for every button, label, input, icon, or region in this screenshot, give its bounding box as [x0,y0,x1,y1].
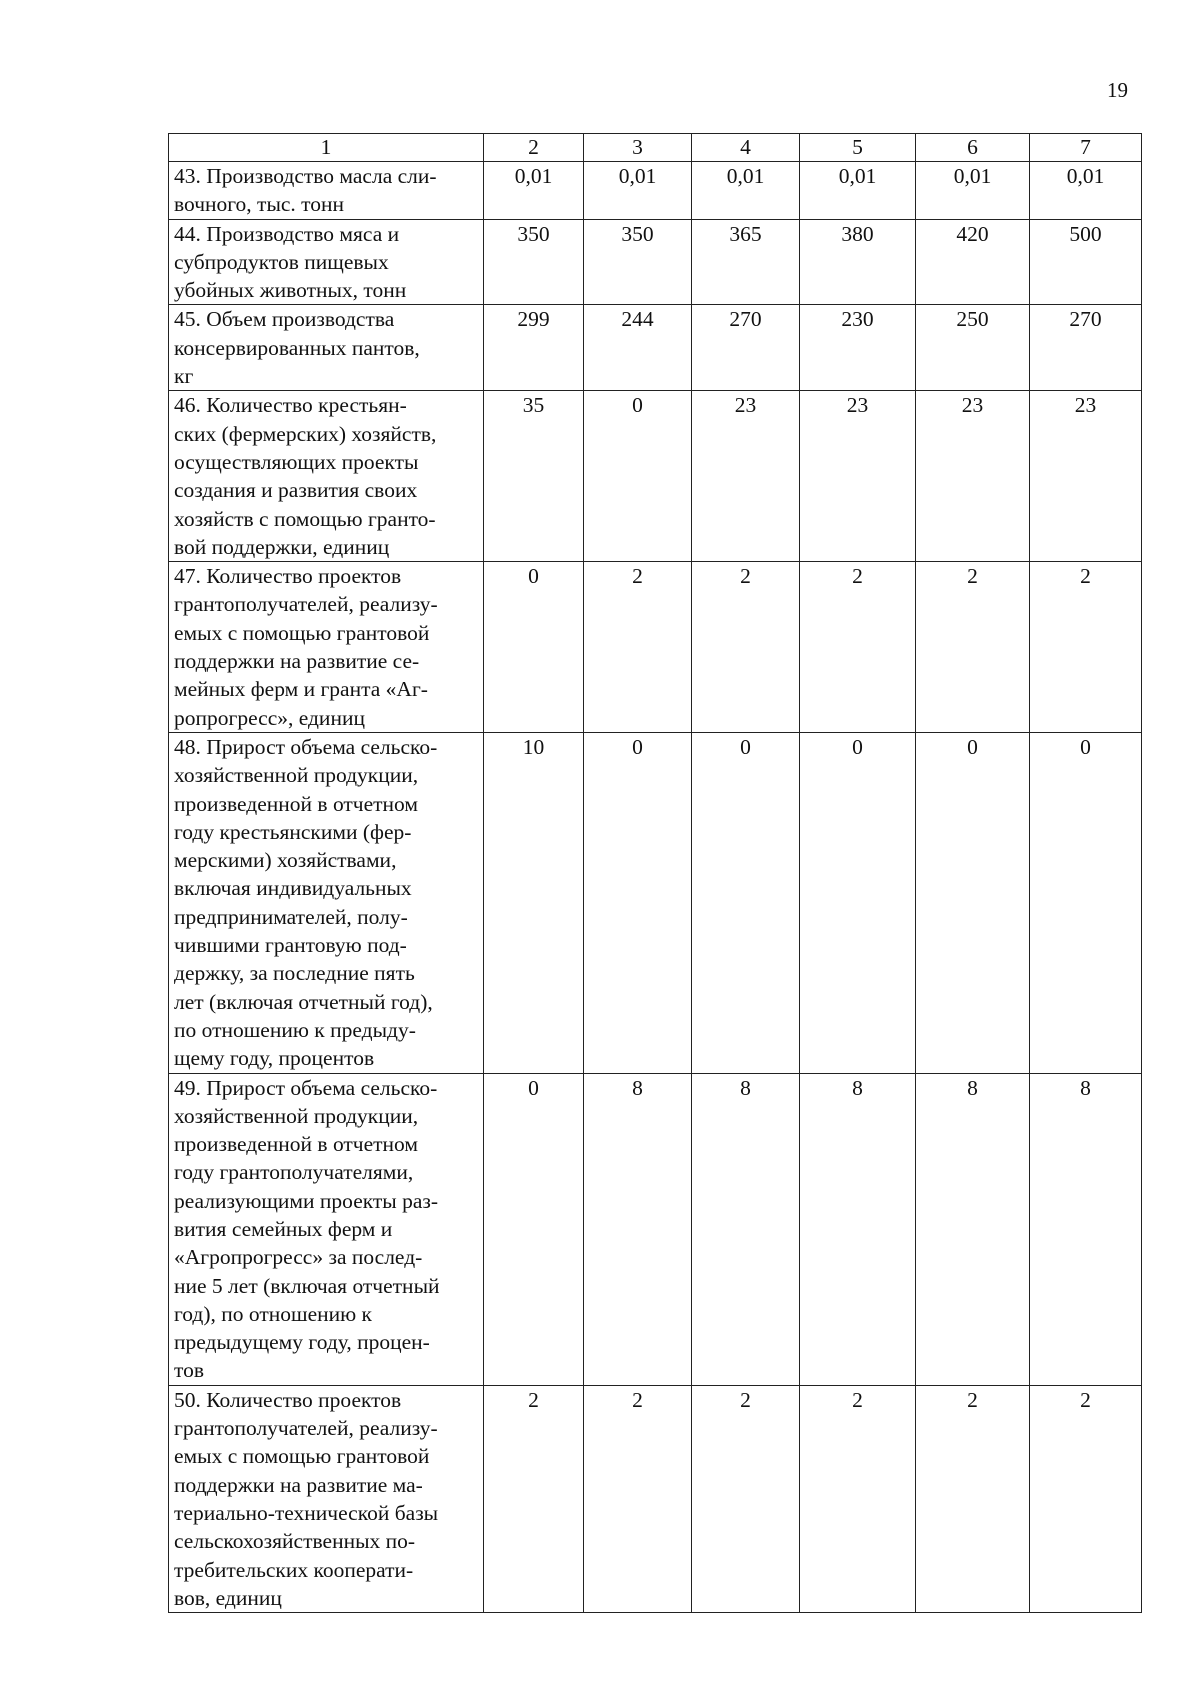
indicator-name-cell [169,305,484,391]
indicator-name-line: произведенной в отчетном [174,791,419,816]
value-cell: 2 [916,1385,1030,1612]
indicator-name-line: вов, единиц [174,1585,282,1610]
column-header: 4 [692,134,800,162]
table-row [169,732,1142,1073]
indicator-name-line: предпринимателей, полу- [174,904,408,929]
indicator-name-line: ропрогресс», единиц [174,705,365,730]
value-cell: 2 [484,1385,584,1612]
value-cell: 23 [692,391,800,562]
value-cell: 2 [692,562,800,733]
value-cell: 350 [584,219,692,305]
value-cell: 0,01 [800,162,916,220]
indicator-name-line: создания и развития своих [174,478,418,503]
indicator-name-cell [169,391,484,562]
table-row [169,562,1142,733]
indicator-name-cell [169,732,484,1073]
value-cell: 8 [916,1073,1030,1385]
value-cell: 350 [484,219,584,305]
value-cell: 0 [484,1073,584,1385]
indicator-name-line: году грантополучателями, [174,1160,414,1185]
indicator-name-line: 50. Количество проектов [174,1387,402,1412]
value-cell: 0 [692,732,800,1073]
value-cell: 244 [584,305,692,391]
value-cell: 0 [484,562,584,733]
value-cell: 2 [800,562,916,733]
indicator-name-line: поддержки на развитие се- [174,649,420,674]
column-header: 5 [800,134,916,162]
value-cell: 250 [916,305,1030,391]
indicator-name-line: емых с помощью грантовой [174,620,430,645]
value-cell: 270 [1030,305,1142,391]
value-cell: 365 [692,219,800,305]
indicator-name-line: емых с помощью грантовой [174,1444,430,1469]
value-cell: 23 [800,391,916,562]
value-cell: 0,01 [1030,162,1142,220]
column-header: 3 [584,134,692,162]
indicator-name-line: убойных животных, тонн [174,278,407,303]
value-cell: 0 [1030,732,1142,1073]
indicator-name-line: хозяйственной продукции, [174,763,419,788]
indicator-name-line: 47. Количество проектов [174,564,402,589]
indicator-name-line: году крестьянскими (фер- [174,819,412,844]
indicator-name-line: 48. Прирост объема сельско- [174,734,438,759]
indicator-name-line: произведенной в отчетном [174,1132,419,1157]
column-header: 2 [484,134,584,162]
table-row [169,391,1142,562]
indicator-name-line: поддержки на развитие ма- [174,1472,423,1497]
value-cell: 23 [1030,391,1142,562]
value-cell: 0,01 [584,162,692,220]
value-cell: 0 [584,391,692,562]
value-cell: 0,01 [916,162,1030,220]
table-row [169,162,1142,220]
indicator-name-line: хозяйственной продукции, [174,1103,419,1128]
value-cell: 8 [1030,1073,1142,1385]
indicator-name-line: сельскохозяйственных по- [174,1529,416,1554]
indicator-name-line: держку, за последние пять [174,961,415,986]
indicator-name-line: ние 5 лет (включая отчетный [174,1273,440,1298]
indicator-name-line: 43. Производство масла сли- [174,164,437,188]
column-header: 7 [1030,134,1142,162]
column-header: 6 [916,134,1030,162]
indicator-name-cell [169,219,484,305]
indicator-name-line: чившими грантовую под- [174,933,407,958]
indicator-name-line: требительских кооперати- [174,1557,414,1582]
value-cell: 0,01 [692,162,800,220]
indicator-name-line: хозяйств с помощью гранто- [174,506,436,531]
indicator-name-line: грантополучателей, реализу- [174,592,438,617]
indicator-name-line: консервированных пантов, [174,335,420,360]
column-number-row [169,134,1142,162]
indicator-name-line: предыдущему году, процен- [174,1330,430,1355]
indicator-name-line: реализующими проекты раз- [174,1188,439,1213]
value-cell: 0 [916,732,1030,1073]
value-cell: 2 [584,1385,692,1612]
indicator-name-line: 46. Количество крестьян- [174,393,407,418]
indicator-name-line: вой поддержки, единиц [174,534,390,559]
indicator-name-line: субпродуктов пищевых [174,249,389,274]
value-cell: 2 [1030,1385,1142,1612]
indicator-name-line: осуществляющих проекты [174,449,419,474]
indicator-name-line: 45. Объем производства [174,307,395,332]
table-row [169,1073,1142,1385]
indicator-name-line: год), по отношению к [174,1301,373,1326]
value-cell: 23 [916,391,1030,562]
indicator-name-line: лет (включая отчетный год), [174,989,433,1014]
indicator-name-line: включая индивидуальных [174,876,412,901]
column-header: 1 [169,134,484,162]
indicator-name-line: мерскими) хозяйствами, [174,848,397,873]
value-cell: 299 [484,305,584,391]
value-cell: 420 [916,219,1030,305]
indicator-name-line: вочного, тыс. тонн [174,192,345,217]
value-cell: 2 [584,562,692,733]
value-cell: 8 [692,1073,800,1385]
indicator-name-line: 49. Прирост объема сельско- [174,1075,438,1100]
value-cell: 10 [484,732,584,1073]
table-row [169,219,1142,305]
value-cell: 230 [800,305,916,391]
value-cell: 0 [584,732,692,1073]
indicator-name-line: по отношению к предыду- [174,1017,416,1042]
indicator-name-line: «Агропрогресс» за послед- [174,1245,423,1270]
value-cell: 8 [800,1073,916,1385]
indicator-name-line: 44. Производство мяса и [174,221,400,246]
value-cell: 8 [584,1073,692,1385]
indicator-name-cell [169,1385,484,1612]
value-cell: 2 [800,1385,916,1612]
indicator-name-line: тов [174,1358,205,1383]
table-row [169,1385,1142,1612]
indicator-name-line: грантополучателей, реализу- [174,1416,438,1441]
value-cell: 2 [916,562,1030,733]
indicator-name-line: ских (фермерских) хозяйств, [174,421,437,446]
indicator-name-line: щему году, процентов [174,1046,375,1071]
indicator-name-line: териально-технической базы [174,1500,439,1525]
page-number: 19 [1107,78,1128,102]
indicator-name-line: кг [174,364,194,389]
value-cell: 2 [1030,562,1142,733]
value-cell: 2 [692,1385,800,1612]
indicator-name-cell [169,162,484,220]
indicator-name-cell [169,1073,484,1385]
indicator-name-cell [169,562,484,733]
indicator-name-line: мейных ферм и гранта «Аг- [174,677,428,702]
value-cell: 500 [1030,219,1142,305]
value-cell: 270 [692,305,800,391]
value-cell: 35 [484,391,584,562]
indicators-table [168,133,1142,1613]
value-cell: 0 [800,732,916,1073]
value-cell: 0,01 [484,162,584,220]
indicator-name-line: вития семейных ферм и [174,1216,393,1241]
value-cell: 380 [800,219,916,305]
table-row [169,305,1142,391]
